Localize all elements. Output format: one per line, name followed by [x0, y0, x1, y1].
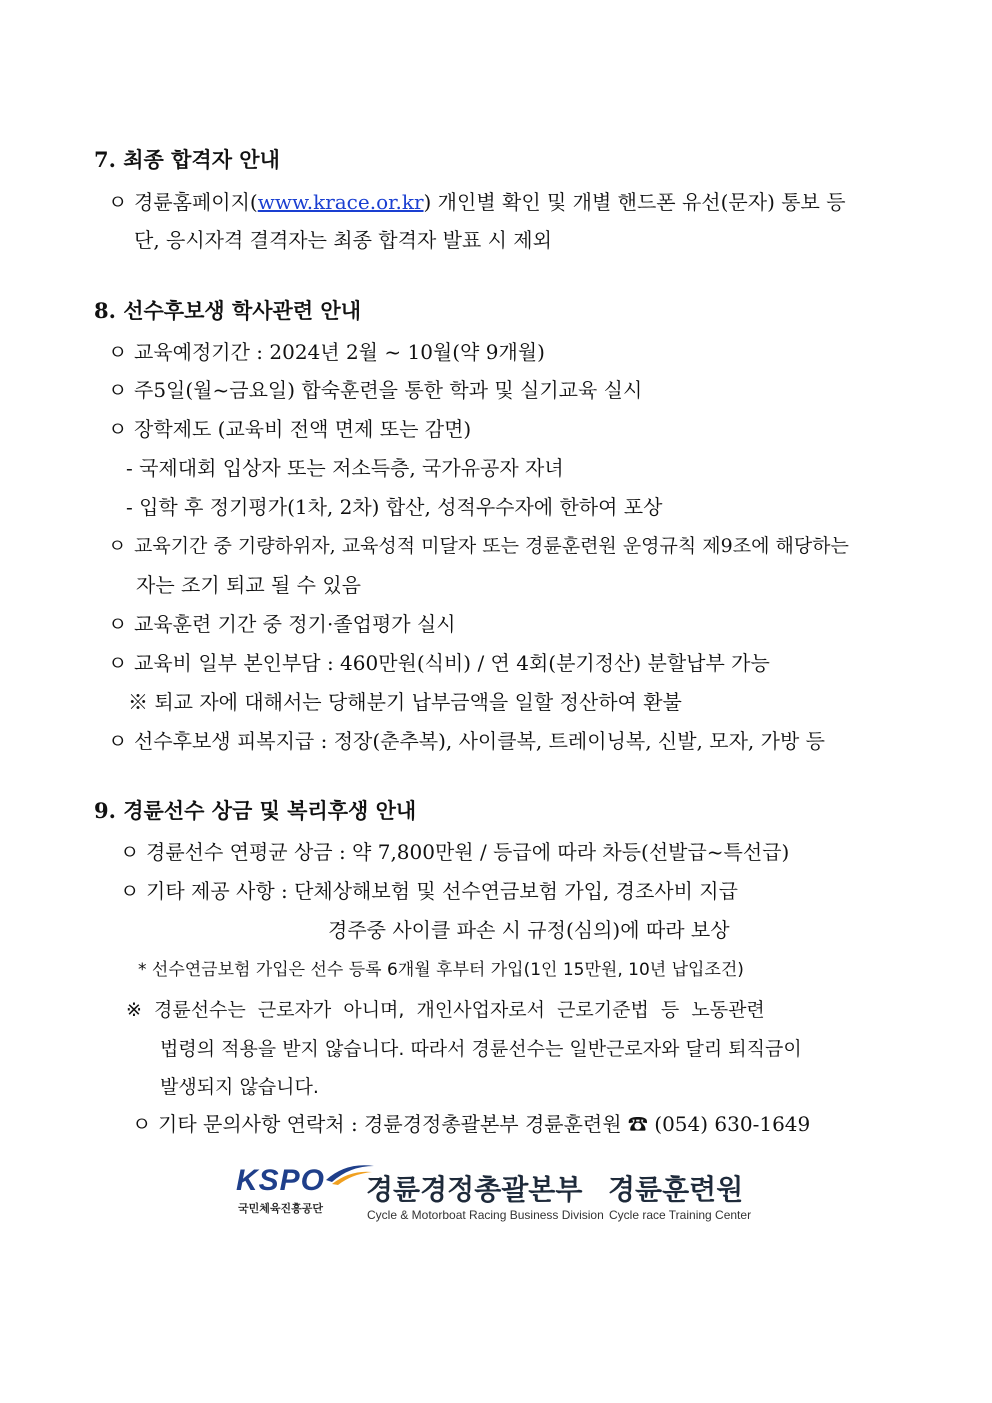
krace-homepage-link[interactable]: www.krace.or.kr: [257, 190, 424, 214]
s9-line-6: 법령의 적용을 받지 않습니다. 따라서 경륜선수는 일반근로자와 달리 퇴직금이: [160, 1038, 802, 1060]
s9-line-7: 발생되지 않습니다.: [160, 1076, 319, 1098]
org-center-name: 경륜훈련원: [608, 1173, 744, 1206]
org-division-name: 경륜경정총괄본부: [366, 1173, 583, 1206]
s8-line-5: - 입학 후 정기평가(1차, 2차) 합산, 성적우수자에 한하여 포상: [126, 495, 663, 519]
s8-line-4: - 국제대회 입상자 또는 저소득층, 국가유공자 자녀: [126, 456, 564, 480]
footer-logo: [236, 1160, 766, 1230]
bullet: ㅇ: [108, 190, 128, 214]
s9-line-4: * 선수연금보험 가입은 선수 등록 6개월 후부터 가입(1인 15만원, 10년 납입조건): [138, 960, 744, 980]
s8-line-8: ㅇ 교육훈련 기간 중 정기·졸업평가 실시: [108, 612, 456, 636]
s9-line-2: ㅇ 기타 제공 사항 : 단체상해보험 및 선수연금보험 가입, 경조사비 지급: [120, 879, 738, 903]
org-center-name-en: Cycle race Training Center: [609, 1208, 752, 1222]
s9-line-1: ㅇ 경륜선수 연평균 상금 : 약 7,800만원 / 등급에 따라 차등(선발급~특선급): [120, 840, 790, 864]
section-8-title: 8. 선수후보생 학사관련 안내: [94, 298, 362, 323]
s9-line-8: ㅇ 기타 문의사항 연락처 : 경륜경정총괄본부 경륜훈련원 ☎ (054) 630-1649: [132, 1112, 811, 1136]
s8-line-6: ㅇ 교육기간 중 기량하위자, 교육성적 미달자 또는 경륜훈련원 운영규칙 제9조에 해당하는: [108, 535, 849, 557]
s8-line-3: ㅇ 장학제도 (교육비 전액 면제 또는 감면): [108, 417, 472, 441]
s7-line-2: 단, 응시자격 결격자는 최종 합격자 발표 시 제외: [134, 228, 552, 252]
s8-line-9: ㅇ 교육비 일부 본인부담 : 460만원(식비) / 연 4회(분기정산) 분할납부 가능: [108, 651, 770, 675]
section-7-title: 7. 최종 합격자 안내: [94, 147, 280, 172]
s8-line-1: ㅇ 교육예정기간 : 2024년 2월 ~ 10월(약 9개월): [108, 340, 545, 364]
s8-line-11: ㅇ 선수후보생 피복지급 : 정장(춘추복), 사이클복, 트레이닝복, 신발, 모자, 가방 등: [108, 729, 825, 753]
kspo-logo: KSPO: [236, 1164, 326, 1197]
s9-line-5: ※ 경륜선수는 근로자가 아니며, 개인사업자로서 근로기준법 등 노동관련: [126, 999, 765, 1021]
s8-line-10: ※ 퇴교 자에 대해서는 당해분기 납부금액을 일할 정산하여 환불: [128, 690, 682, 714]
s8-line-2: ㅇ 주5일(월~금요일) 합숙훈련을 통한 학과 및 실기교육 실시: [108, 378, 643, 402]
s7-line-1: ㅇ 경륜홈페이지(www.krace.or.kr) 개인별 확인 및 개별 핸드폰 유선(문자) 통보 등: [108, 190, 846, 214]
section-9-title: 9. 경륜선수 상금 및 복리후생 안내: [94, 798, 417, 823]
kspo-subtitle: 국민체육진흥공단: [238, 1202, 324, 1215]
s8-line-7: 자는 조기 퇴교 될 수 있음: [136, 573, 361, 597]
s9-line-3: 경주중 사이클 파손 시 규정(심의)에 따라 보상: [328, 918, 730, 942]
org-division-name-en: Cycle & Motorboat Racing Business Division: [367, 1208, 604, 1222]
